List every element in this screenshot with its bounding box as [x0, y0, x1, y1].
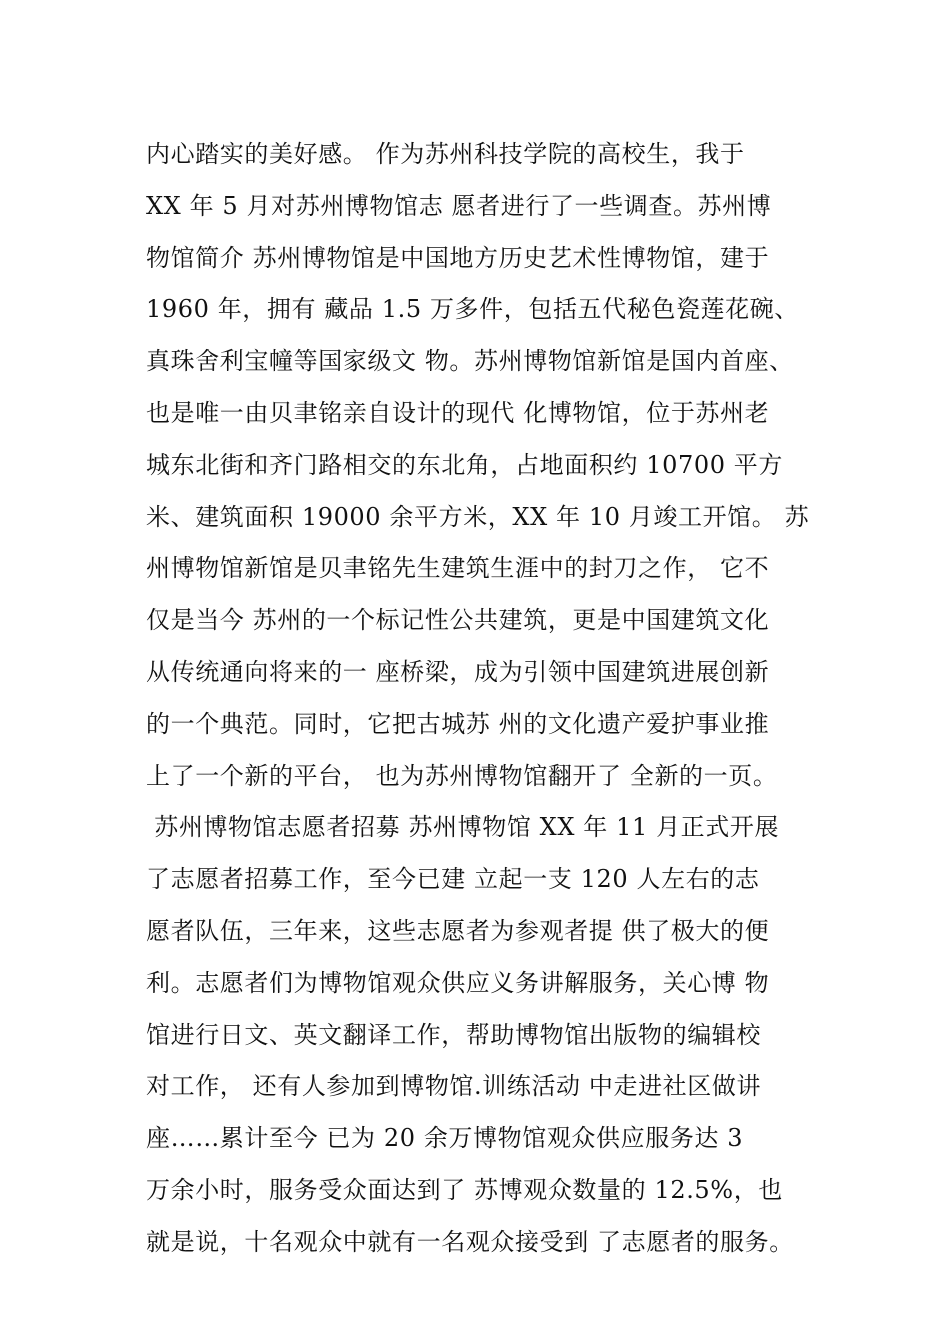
text-line: 馆进行日文、英文翻译工作，帮助博物馆出版物的编辑校	[146, 1020, 761, 1049]
text-line: 的一个典范。同时，它把古城苏 州的文化遗产爱护事业推	[146, 709, 770, 738]
text-line: 真珠舍利宝幢等国家级文 物。苏州博物馆新馆是国内首座、	[146, 347, 794, 376]
text-line: 对工作， 还有人参加到博物馆.训练活动 中走进社区做讲	[146, 1072, 762, 1101]
text-line: 内心踏实的美好感。 作为苏州科技学院的高校生，我于	[146, 140, 745, 168]
text-line: 1960 年，拥有 藏品 1.5 万多件，包括五代秘色瓷莲花碗、	[146, 295, 799, 324]
text-line: 物馆简介 苏州博物馆是中国地方历史艺术性博物馆，建于	[146, 243, 770, 272]
text-line: 从传统通向将来的一 座桥梁，成为引领中国建筑进展创新	[146, 657, 770, 686]
text-line: 万余小时，服务受众面达到了 苏博观众数量的 12.5%，也	[146, 1175, 783, 1204]
text-line: 仅是当今 苏州的一个标记性公共建筑，更是中国建筑文化	[146, 606, 770, 635]
text-line: 就是说，十名观众中就有一名观众接受到 了志愿者的服务。	[146, 1227, 794, 1256]
text-line: 了志愿者招募工作，至今已建 立起一支 120 人左右的志	[146, 865, 760, 894]
text-line: 苏州博物馆志愿者招募 苏州博物馆 XX 年 11 月正式开展	[146, 813, 780, 842]
body-text	[146, 134, 836, 1274]
text-line: 利。志愿者们为博物馆观众供应义务讲解服务，关心博 物	[146, 968, 770, 997]
text-line: 也是唯一由贝聿铭亲自设计的现代 化博物馆，位于苏州老	[146, 398, 770, 427]
text-line: 城东北街和齐门路相交的东北角，占地面积约 10700 平方	[146, 450, 784, 479]
text-line: 米、建筑面积 19000 余平方米，XX 年 10 月竣工开馆。 苏	[146, 502, 810, 531]
text-line: 上了一个新的平台， 也为苏州博物馆翻开了 全新的一页。	[146, 761, 778, 790]
text-line: 座……累计至今 已为 20 余万博物馆观众供应服务达 3	[146, 1124, 744, 1153]
text-line: XX 年 5 月对苏州博物馆志 愿者进行了一些调查。苏州博	[146, 191, 772, 220]
text-line: 州博物馆新馆是贝聿铭先生建筑生涯中的封刀之作， 它不	[146, 554, 770, 583]
text-line: 愿者队伍，三年来，这些志愿者为参观者提 供了极大的便	[146, 916, 770, 945]
